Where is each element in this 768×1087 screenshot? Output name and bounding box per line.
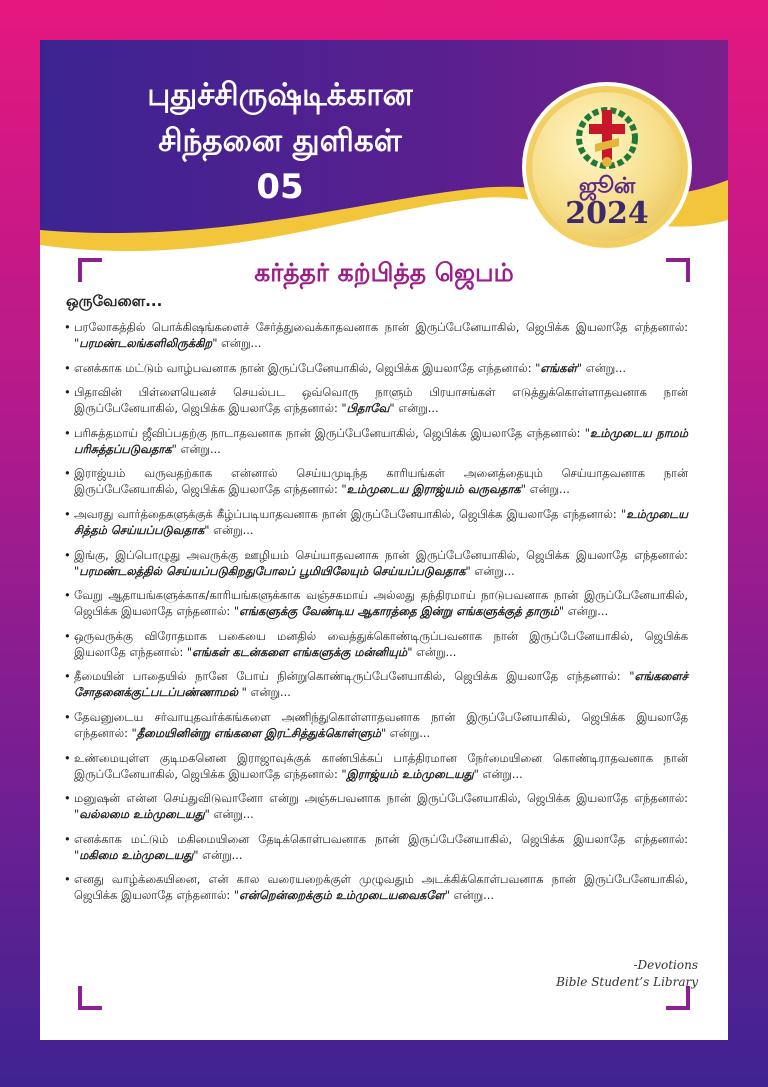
credit-line-2: Bible Student’s Library — [556, 975, 698, 989]
item-text: எனது வாழ்க்கையினை, என் கால வரையறைக்குள் முழுவதும் அடக்கிக்கொள்பவனாக நான் இருப்பேனேயாகில், ஜெபிக்க இயலாதே எந்தனால்: " — [74, 872, 688, 903]
item-text: உண்மையுள்ள குடிமகனென இராஜாவுக்குக் காண்பிக்கப் பாத்திரமான நேர்மையினை கொண்டிராதவனாக நான் இருப்பேனேயாகில், ஜெபிக்க இயலாதே எந்தனால்: " — [74, 750, 688, 781]
list-item — [74, 506, 688, 538]
item-text: அவரது வார்த்தைகளுக்குக் கீழ்ப்படியாதவனாக நான் இருப்பேனேயாகில், ஜெபிக்க இயலாதே எந்தனால்: " — [74, 506, 627, 521]
title-line-1: புதுச்சிருஷ்டிக்கான — [147, 77, 413, 113]
page-card — [40, 40, 728, 1040]
item-text: பிதாவின் பிள்ளையெனச் செயல்பட ஒவ்வொரு நாளும் பிரயாசங்கள் எடுத்துக்கொள்ளாதவனாக நான் இருப்பேனேயாகில், ஜெபிக்க இயலாதே எந்தனால்: " — [74, 385, 688, 416]
item-quote: பரமண்டலங்களிலிருக்கிற — [79, 336, 213, 350]
item-text: இராஜ்யம் வருவதற்காக என்னால் செய்யமுடிந்த காரியங்கள் அனைத்தையும் செய்யாதவனாக நான் இருப்பேனேயாகில், ஜெபிக்க இயலாதே எந்தனால்: " — [74, 466, 688, 497]
list-item — [74, 831, 688, 863]
item-quote: உம்முடைய சித்தம் செய்யப்படுவதாக — [74, 506, 688, 537]
item-end: " என்று... — [520, 482, 570, 497]
item-end: " என்று... — [444, 888, 494, 903]
item-text: ஒருவருக்கு விரோதமாக பகையை மனதில் வைத்துக்கொண்டிருப்பவனாக நான் இருப்பேனேயாகில், ஜெபிக்க இயலாதே எந்தனால்: " — [74, 628, 688, 659]
badge-month: ஜூன் — [578, 174, 636, 199]
prayer-list — [74, 319, 688, 912]
item-quote: வல்லமை உம்முடையது — [79, 807, 205, 822]
item-text: மனுஷன் என்ன செய்துவிடுவானோ என்று அஞ்சுபவனாக நான் இருப்பேனேயாகில், ஜெபிக்க இயலாதே எந்தனால்: " — [74, 791, 688, 822]
credit — [556, 957, 698, 991]
list-item — [74, 465, 688, 497]
cross-wreath-emblem-icon — [573, 100, 641, 172]
item-quote: பிதாவே — [346, 401, 390, 416]
list-item — [74, 750, 688, 782]
item-end: " என்று... — [389, 401, 439, 416]
item-text: தீமையின் பாதையில் நானே போய் நின்றுகொண்டிருப்பேனேயாகில், ஜெபிக்க இயலாதே எந்தனால்: " — [74, 669, 635, 684]
list-item — [74, 360, 688, 376]
item-end: " என்று... — [193, 847, 243, 862]
item-text: பரலோகத்தில் பொக்கிஷங்களைச் சேர்த்துவைக்காதவனாக நான் இருப்பேனேயாகில், ஜெபிக்க இயலாதே எந்தனால்: " — [74, 320, 688, 350]
item-quote: உம்முடைய நாமம் பரிசுத்தப்படுவதாக — [74, 425, 688, 456]
title-line-2: சிந்தனை துளிகள் — [158, 123, 402, 159]
list-item — [74, 790, 688, 822]
section-heading: கர்த்தர் கற்பித்த ஜெபம் — [254, 258, 514, 287]
list-item — [74, 425, 688, 457]
badge-year: 2024 — [565, 196, 649, 231]
item-end: " என்று... — [576, 360, 627, 375]
credit-line-1: -Devotions — [633, 958, 698, 972]
list-item — [74, 709, 688, 741]
item-text: பரிசுத்தமாய் ஜீவிப்பதற்கு நாடாதவனாக நான் இருப்பேனேயாகில், ஜெபிக்க இயலாதே எந்தனால்: " — [74, 425, 591, 440]
item-text: இங்கு, இப்பொழுது அவருக்கு ஊழியம் செய்யாதவனாக நான் இருப்பேனேயாகில், ஜெபிக்க இயலாதே எந்தனால்: " — [74, 547, 688, 578]
item-end: " என்று... — [204, 807, 254, 822]
item-end: " என்று... — [473, 766, 523, 781]
list-item — [74, 384, 688, 416]
item-text: எனக்காக மட்டும் மகிமையினை தேடிக்கொள்பவனாக நான் இருப்பேனேயாகில், ஜெபிக்க இயலாதே எந்தனால்: " — [74, 831, 688, 862]
item-quote: எங்களுக்கு வேண்டிய ஆகாரத்தை இன்று எங்களுக்குத் தாரும் — [239, 604, 559, 619]
item-end: " என்று... — [238, 685, 291, 700]
item-text: எனக்காக மட்டும் வாழ்பவனாக நான் இருப்பேனேயாகில், ஜெபிக்க இயலாதே எந்தனால்: " — [74, 360, 541, 375]
item-quote: எங்களைச் சோதனைக்குட்படப்பண்ணாமல் — [74, 669, 688, 700]
item-quote: தீமையினின்று எங்களை இரட்சித்துக்கொள்ளும் — [136, 725, 381, 740]
item-quote: உம்முடைய இராஜ்யம் வருவதாக — [346, 482, 521, 497]
item-end: " என்று... — [212, 336, 262, 350]
item-text: தேவனுடைய சர்வாயுதவர்க்கங்களை அணிந்துகொள்ளாதவனாக நான் இருப்பேனேயாகில், ஜெபிக்க இயலாதே எந்தனால்: " — [74, 709, 688, 740]
item-end: " என்று... — [204, 522, 254, 537]
list-item — [74, 668, 688, 700]
item-quote: பரமண்டலத்தில் செய்யப்படுகிறதுபோலப் பூமியிலேயும் செய்யப்படுவதாக — [79, 563, 466, 578]
list-item — [74, 871, 688, 903]
list-item — [74, 319, 688, 351]
item-quote: எங்கள் கடன்களை எங்களுக்கு மன்னியும் — [192, 644, 408, 659]
list-item — [74, 547, 688, 579]
list-item — [74, 628, 688, 660]
item-end: " என்று... — [171, 441, 221, 456]
intro-text: ஒருவேளை... — [66, 292, 163, 310]
item-end: " என்று... — [380, 725, 431, 740]
date-badge — [532, 92, 682, 242]
item-quote: இராஜ்யம் உம்முடையது — [346, 766, 474, 781]
list-item — [74, 587, 688, 619]
item-text: வேறு ஆதாயங்களுக்காக/காரியங்களுக்காக வஞ்சகமாய் அல்லது தந்திரமாய் நாடுபவனாக நான் இருப்பேனேயாகில், ஜெபிக்க இயலாதே எந்தனால்: " — [74, 588, 688, 619]
item-quote: என்றென்றைக்கும் உம்முடையவைகளே — [239, 888, 445, 903]
issue-number: 05 — [256, 167, 304, 207]
item-end: " என்று... — [407, 644, 457, 659]
item-quote: எங்கள் — [540, 360, 577, 375]
page-title — [70, 72, 490, 210]
item-end: " என்று... — [465, 563, 515, 578]
item-quote: மகிமை உம்முடையது — [79, 847, 194, 862]
item-end: " என்று... — [558, 604, 609, 619]
corner-bracket-icon — [78, 984, 104, 1010]
